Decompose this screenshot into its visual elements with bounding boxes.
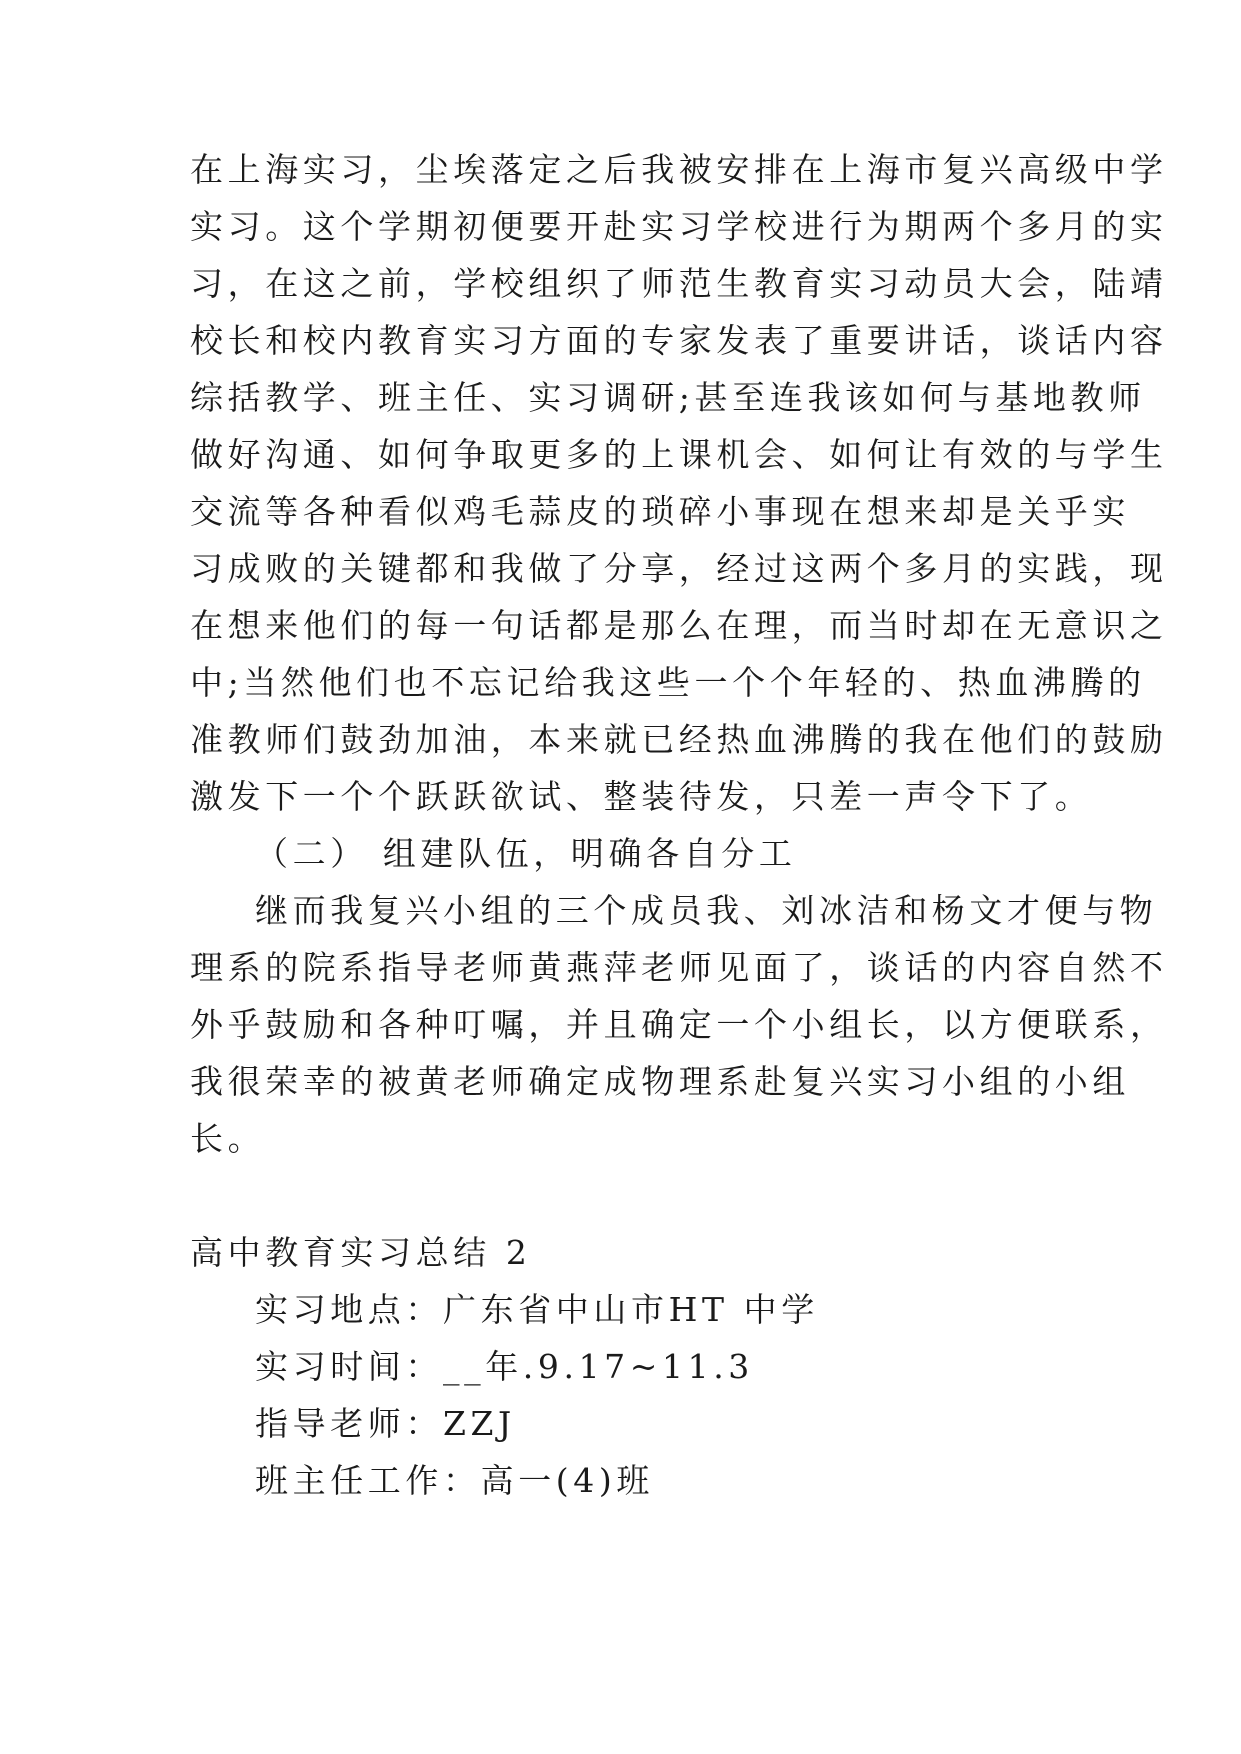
info-class-work: 班主任工作：高一(4)班	[255, 1461, 654, 1500]
paragraph-line: 习成败的关键都和我做了分享，经过这两个多月的实践，现	[190, 549, 1168, 588]
paragraph-line: 长。	[190, 1119, 266, 1158]
info-teacher: 指导老师：ZZJ	[255, 1404, 516, 1443]
paragraph-line: 在上海实习，尘埃落定之后我被安排在上海市复兴高级中学	[190, 150, 1168, 189]
paragraph-line: 交流等各种看似鸡毛蒜皮的琐碎小事现在想来却是关乎实	[190, 492, 1130, 531]
paragraph-line: 习，在这之前，学校组织了师范生教育实习动员大会，陆靖	[190, 264, 1168, 303]
paragraph-line: 做好沟通、如何争取更多的上课机会、如何让有效的与学生	[190, 435, 1168, 474]
paragraph-line: 理系的院系指导老师黄燕萍老师见面了，谈话的内容自然不	[190, 948, 1168, 987]
paragraph-line: 准教师们鼓劲加油，本来就已经热血沸腾的我在他们的鼓励	[190, 720, 1168, 759]
info-time: 实习时间：__年.9.17~11.3	[255, 1347, 754, 1386]
paragraph-line: 中;当然他们也不忘记给我这些一个个年轻的、热血沸腾的	[190, 663, 1146, 702]
paragraph-line: 继而我复兴小组的三个成员我、刘冰洁和杨文才便与物	[255, 891, 1158, 930]
paragraph-line: 综括教学、班主任、实习调研;甚至连我该如何与基地教师	[190, 378, 1146, 417]
paragraph-line: 在想来他们的每一句话都是那么在理，而当时却在无意识之	[190, 606, 1168, 645]
paragraph-line: 外乎鼓励和各种叮嘱，并且确定一个小组长，以方便联系，	[190, 1005, 1168, 1044]
paragraph-line: 校长和校内教育实习方面的专家发表了重要讲话，谈话内容	[190, 321, 1168, 360]
paragraph-line: 我很荣幸的被黄老师确定成物理系赴复兴实习小组的小组	[190, 1062, 1130, 1101]
section-heading: （二） 组建队伍，明确各自分工	[255, 834, 797, 873]
info-location: 实习地点：广东省中山市HT 中学	[255, 1290, 819, 1329]
section-title: 高中教育实习总结 2	[190, 1233, 532, 1272]
paragraph-line: 实习。这个学期初便要开赴实习学校进行为期两个多月的实	[190, 207, 1168, 246]
paragraph-line: 激发下一个个跃跃欲试、整装待发，只差一声令下了。	[190, 777, 1093, 816]
